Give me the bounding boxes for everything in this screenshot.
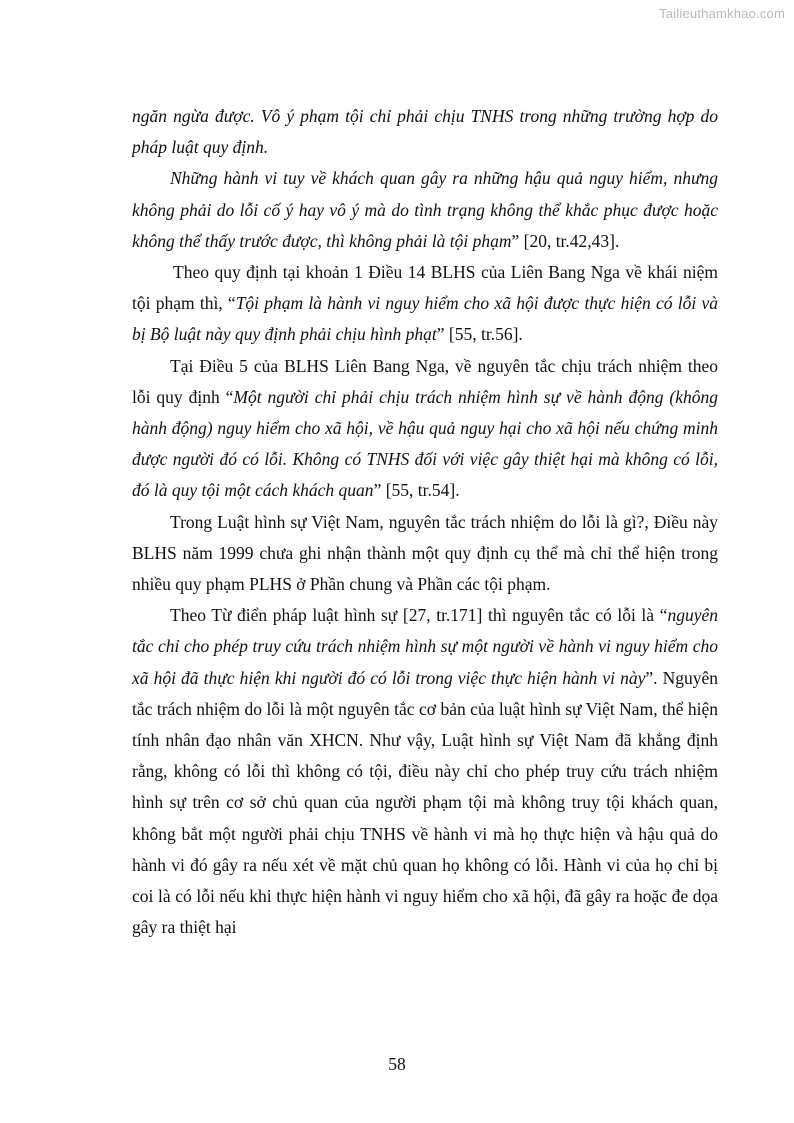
citation: ” [55, tr.56]. [436, 324, 523, 345]
document-body [132, 101, 718, 943]
paragraph-3 [132, 257, 718, 351]
paragraph-1 [132, 101, 718, 163]
italic-text: ngăn ngừa được. Vô ý phạm tội chỉ phải chịu TNHS trong những trường hợp do pháp luật quy định. [132, 106, 718, 158]
lead-text: Theo Từ điển pháp luật hình sự [27, tr.171] thì nguyên tắc có lỗi là “ [170, 605, 668, 626]
italic-quote: Tội phạm là hành vi nguy hiểm cho xã hội được thực hiện có lỗi và bị Bộ luật này quy định phải chịu hình phạt [132, 293, 718, 345]
page-number: 58 [388, 1054, 406, 1074]
body-continuation: ”. Nguyên tắc trách nhiệm do lỗi là một nguyên tắc cơ bản của luật hình sự Việt Nam, thể hiện tính nhân đạo nhân văn XHCN. Như vậy, Luật hình sự Việt Nam đã khẳng định rằng, không có lỗi thì không có tội, điều này chỉ cho phép truy cứu trách nhiệm hình sự trên cơ sở chủ quan của người phạm tội mà không truy tội khách quan, không bắt một người phải chịu TNHS về hành vi mà họ thực hiện và hậu quả do hành vi đó gây ra nếu xét về mặt chủ quan họ không có lỗi. Hành vi của họ chỉ bị coi là có lỗi nếu khi thực hiện hành vi nguy hiểm cho xã hội, đã gây ra hoặc đe dọa gây ra thiệt hại [132, 667, 718, 938]
paragraph-5: Trong Luật hình sự Việt Nam, nguyên tắc trách nhiệm do lỗi là gì?, Điều này BLHS năm 1999 chưa ghi nhận thành một quy định cụ thể mà chỉ thể hiện trong nhiều quy phạm PLHS ở Phần chung và Phần các tội phạm. [132, 511, 718, 595]
italic-quote: Một người chỉ phải chịu trách nhiệm hình sự về hành động (không hành động) nguy hiểm cho xã hội, về hậu quả nguy hại cho xã hội nếu chứng minh được người đó có lỗi. Không có TNHS đối với việc gây thiệt hại mà không có lỗi, đó là quy tội một cách khách quan [132, 386, 718, 501]
paragraph-6 [132, 600, 718, 943]
paragraph-2 [132, 163, 718, 257]
lead-text: Theo quy định tại khoản 1 Điều 14 BLHS của Liên Bang Nga về khái niệm tội phạm thì, “ [132, 262, 718, 314]
lead-text: Tại Điều 5 của BLHS Liên Bang Nga, về nguyên tắc chịu trách nhiệm theo lỗi quy định “ [132, 355, 718, 407]
italic-quote: Những hành vi tuy về khách quan gây ra những hậu quả nguy hiểm, nhưng không phải do lỗi cố ý hay vô ý mà do tình trạng không thể khắc phục được hoặc không thể thấy trước được, thì không phải là tội phạm [132, 168, 718, 251]
citation: ” [20, tr.42,43]. [511, 230, 620, 251]
watermark: Tailieuthamkhao.com [659, 6, 785, 21]
paragraph-4 [132, 351, 718, 507]
citation: ” [55, tr.54]. [373, 480, 460, 501]
italic-quote: nguyên tắc chỉ cho phép truy cứu trách nhiệm hình sự một người về hành vi nguy hiểm cho xã hội đã thực hiện khi người đó có lỗi trong việc thực hiện hành vi này [132, 605, 718, 688]
